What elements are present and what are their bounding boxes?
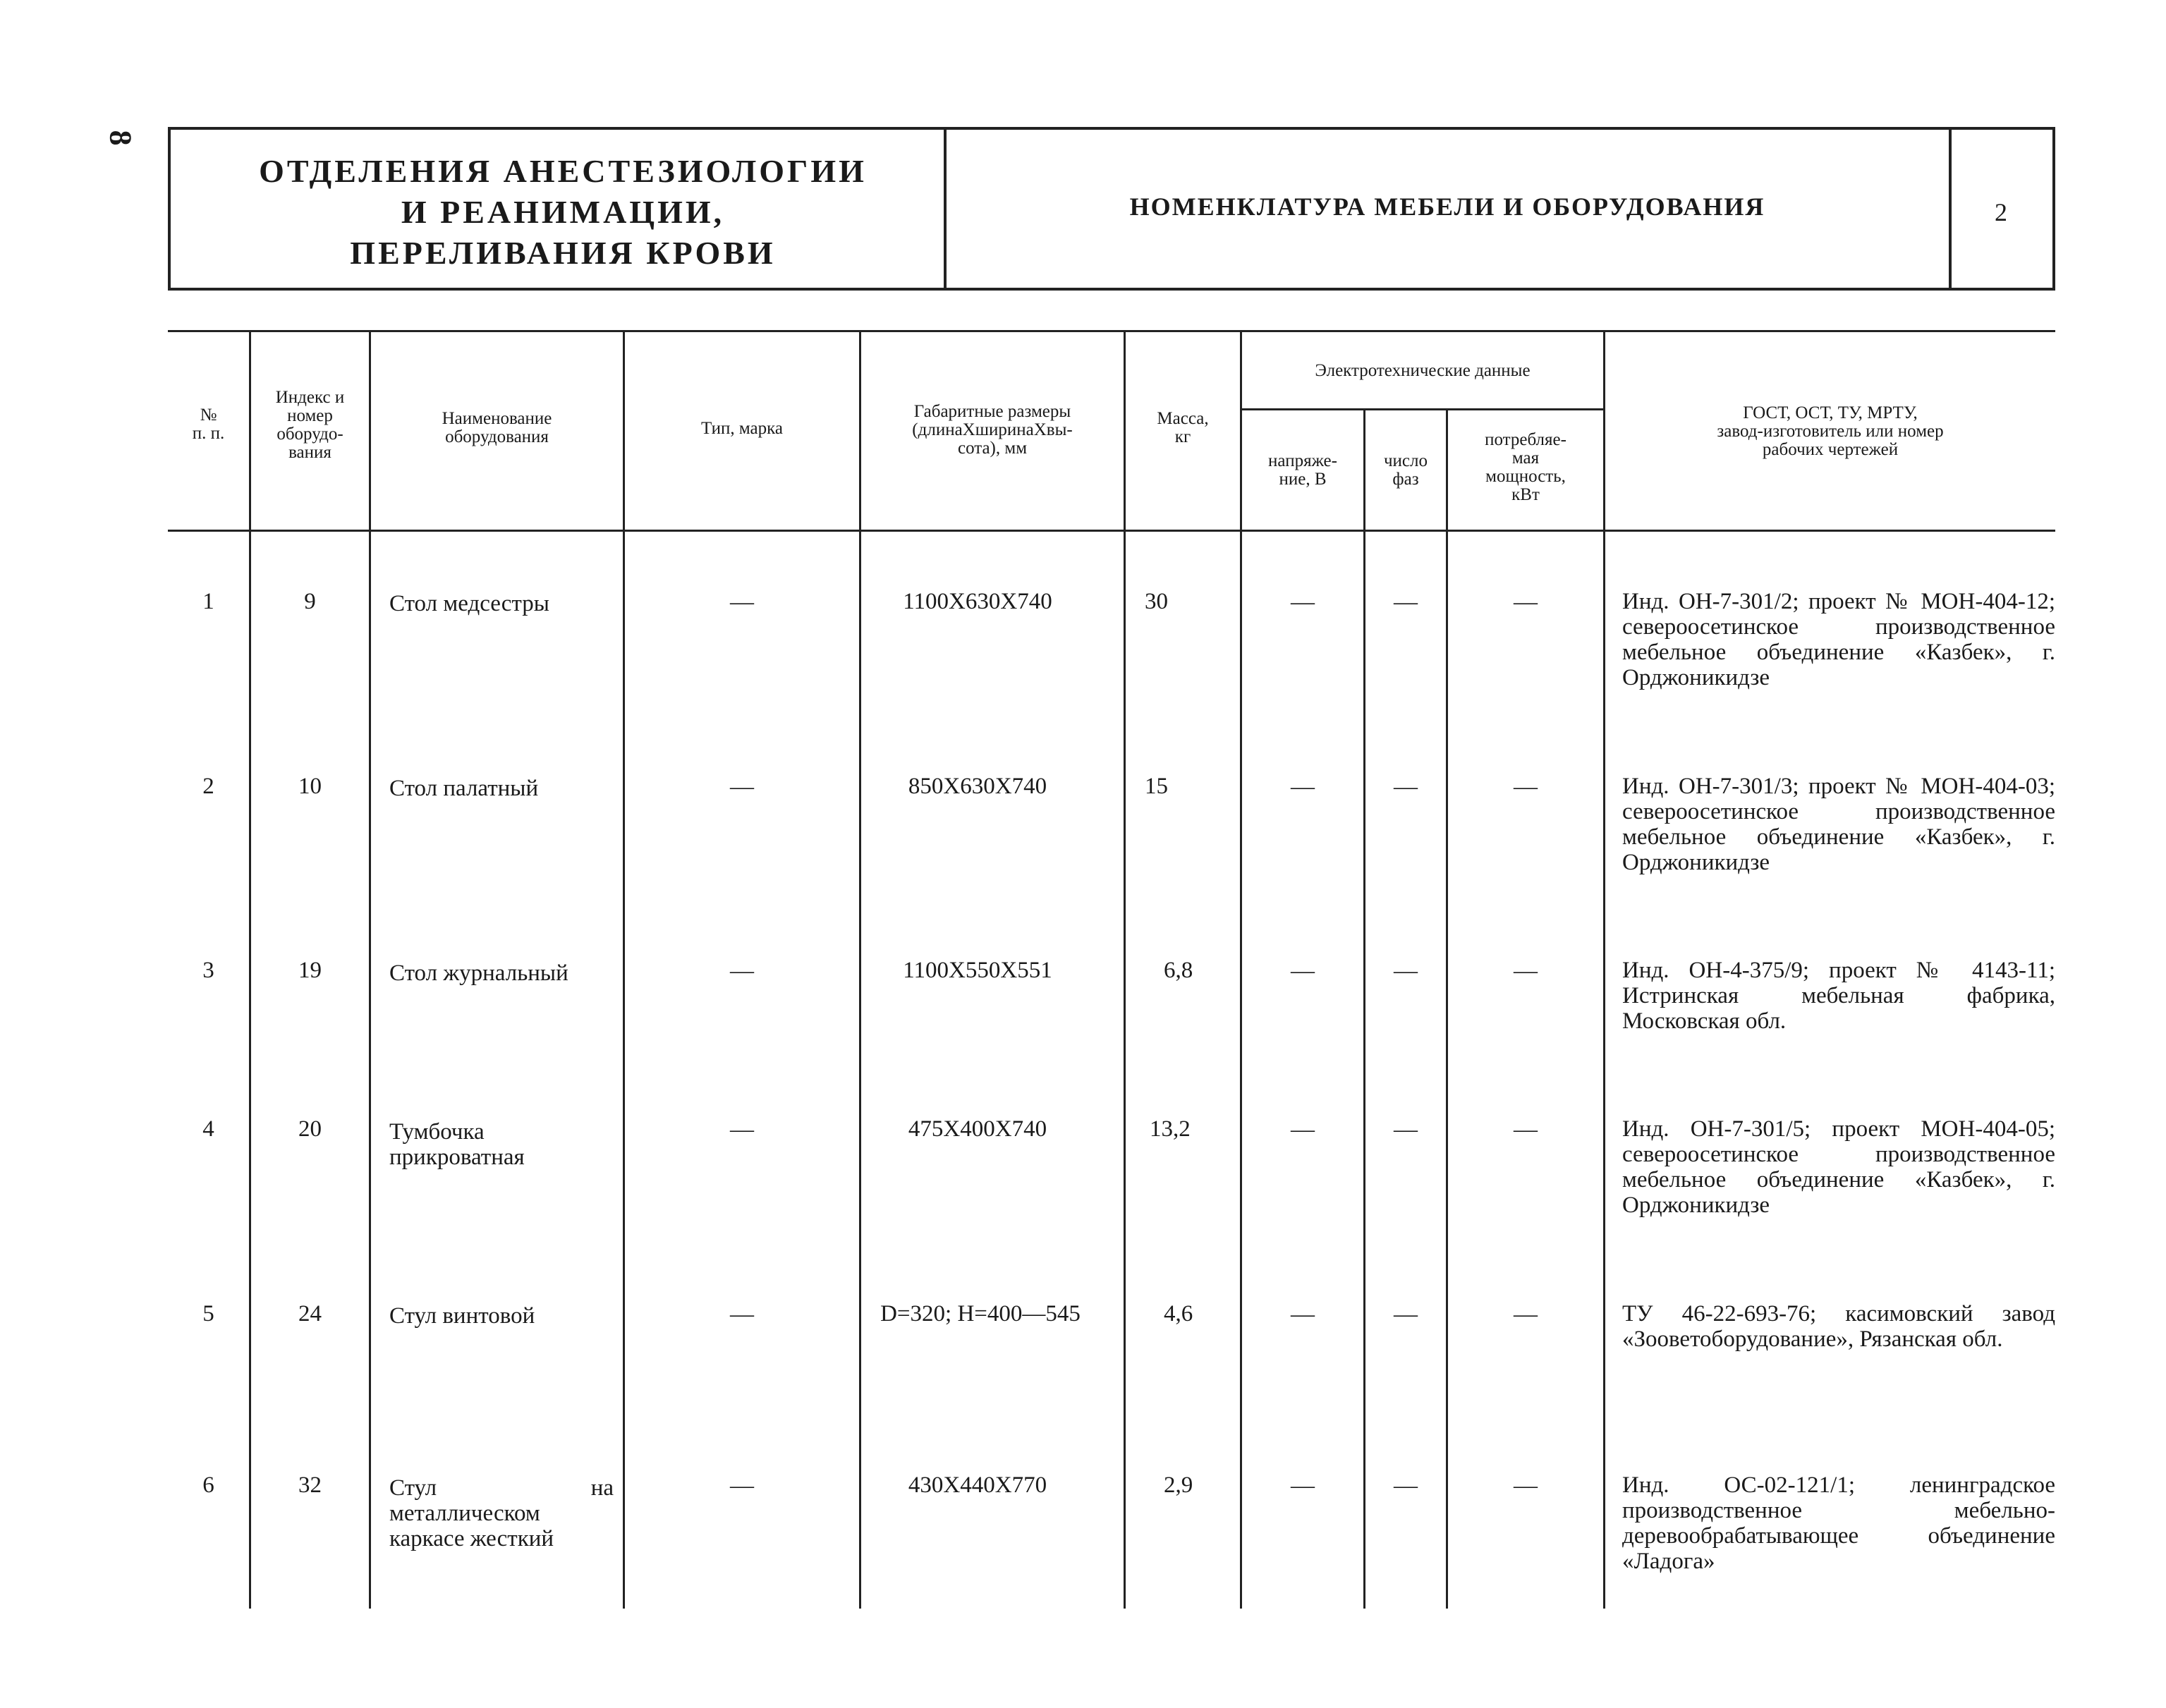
row-num: 2 — [202, 774, 214, 799]
section-title: НОМЕНКЛАТУРА МЕБЕЛИ И ОБОРУДОВАНИЯ — [1129, 193, 1765, 221]
col-header-mass: Масса, кг — [1157, 409, 1209, 446]
row-phases: — — [1394, 589, 1418, 615]
col-header-name: Наименование оборудования — [442, 409, 552, 446]
row-phases: — — [1394, 1301, 1418, 1327]
row-type: — — [730, 1301, 754, 1327]
col-header-index: Индекс и номер оборудо- вания — [275, 388, 345, 462]
row-mass: 4,6 — [1164, 1301, 1193, 1326]
row-voltage: — — [1291, 589, 1315, 615]
row-gost: Инд. ОН-7-301/2; проект № МОН-404-12; североосетинское производственное мебельное объединение «Казбек», г. Орджоникидзе — [1622, 589, 2055, 690]
row-voltage: — — [1291, 958, 1315, 984]
sheet-number: 2 — [1995, 198, 2007, 226]
row-voltage: — — [1291, 1472, 1315, 1499]
row-type: — — [730, 774, 754, 800]
page-number: 8 — [103, 130, 138, 146]
col-header-power: потребляе- мая мощность, кВт — [1485, 430, 1566, 504]
row-index: 10 — [298, 774, 322, 799]
row-phases: — — [1394, 1116, 1418, 1142]
department-title-line: ОТДЕЛЕНИЯ АНЕСТЕЗИОЛОГИИ — [259, 153, 867, 189]
col-header-type: Тип, марка — [700, 419, 783, 438]
col-header-voltage: напряже- ние, В — [1268, 451, 1337, 489]
row-num: 6 — [202, 1472, 214, 1498]
row-num: 4 — [202, 1116, 214, 1142]
row-type: — — [730, 1116, 754, 1142]
row-type: — — [730, 589, 754, 615]
row-mass: 6,8 — [1164, 958, 1193, 983]
row-name: Стул винтовой — [389, 1303, 535, 1329]
row-gost: ТУ 46-22-693-76; касимовский завод «Зооветоборудование», Рязанская обл. — [1622, 1301, 2055, 1352]
row-gost: Инд. ОН-4-375/9; проект № 4143-11; Истринская мебельная фабрика, Московская обл. — [1622, 958, 2055, 1034]
row-gost: Инд. ОН-7-301/5; проект МОН-404-05; североосетинское производственное мебельное объединение «Казбек», г. Орджоникидзе — [1622, 1116, 2055, 1218]
document-header — [168, 127, 2055, 291]
row-num: 3 — [202, 958, 214, 983]
col-header-gost: ГОСТ, ОСТ, ТУ, МРТУ, завод-изготовитель или номер рабочих чертежей — [1717, 403, 1944, 459]
row-dims: 475X400X740 — [908, 1116, 1047, 1142]
row-name: Стул на металлическом каркасе жесткий — [389, 1475, 614, 1551]
row-mass: 15 — [1145, 774, 1168, 799]
row-num: 1 — [202, 589, 214, 614]
row-type: — — [730, 1472, 754, 1499]
row-index: 20 — [298, 1116, 322, 1142]
department-title — [182, 151, 944, 274]
row-dims: 1100X630X740 — [903, 589, 1052, 614]
row-name: Тумбочка прикроватная — [389, 1119, 525, 1170]
row-num: 5 — [202, 1301, 214, 1326]
row-mass: 30 — [1145, 589, 1168, 614]
row-voltage: — — [1291, 1116, 1315, 1142]
row-power: — — [1514, 589, 1538, 615]
row-power: — — [1514, 774, 1538, 800]
row-type: — — [730, 958, 754, 984]
row-power: — — [1514, 1472, 1538, 1499]
row-phases: — — [1394, 958, 1418, 984]
row-name: Стол палатный — [389, 776, 539, 801]
col-header-electrical: Электротехнические данные — [1315, 361, 1531, 380]
row-mass: 13,2 — [1150, 1116, 1191, 1142]
col-header-num: № п. п. — [192, 405, 225, 443]
row-gost: Инд. ОН-7-301/3; проект № МОН-404-03; североосетинское производственное мебельное объединение «Казбек», г. Орджоникидзе — [1622, 774, 2055, 875]
row-voltage: — — [1291, 774, 1315, 800]
row-power: — — [1514, 958, 1538, 984]
col-header-phases: число фаз — [1383, 451, 1428, 489]
row-index: 32 — [298, 1472, 322, 1498]
row-gost: Инд. ОС-02-121/1; ленинградское производственное мебельно-деревообрабатывающее объединение «Ладога» — [1622, 1472, 2055, 1574]
row-mass: 2,9 — [1164, 1472, 1193, 1498]
row-dims: D=320; H=400—545 — [880, 1301, 1081, 1326]
row-power: — — [1514, 1116, 1538, 1142]
row-phases: — — [1394, 1472, 1418, 1499]
col-header-dims: Габаритные размеры (длинаXширинаXвы- сота), мм — [912, 402, 1073, 458]
table-header — [168, 330, 2055, 532]
row-index: 24 — [298, 1301, 322, 1326]
row-phases: — — [1394, 774, 1418, 800]
department-title-line: И РЕАНИМАЦИИ, — [401, 194, 725, 230]
row-name: Стол журнальный — [389, 960, 568, 986]
row-name: Стол медсестры — [389, 591, 549, 616]
row-dims: 1100X550X551 — [903, 958, 1052, 983]
row-voltage: — — [1291, 1301, 1315, 1327]
row-index: 9 — [304, 589, 316, 614]
row-dims: 850X630X740 — [908, 774, 1047, 799]
row-power: — — [1514, 1301, 1538, 1327]
row-index: 19 — [298, 958, 322, 983]
department-title-line: ПЕРЕЛИВАНИЯ КРОВИ — [350, 235, 776, 271]
row-dims: 430X440X770 — [908, 1472, 1047, 1498]
